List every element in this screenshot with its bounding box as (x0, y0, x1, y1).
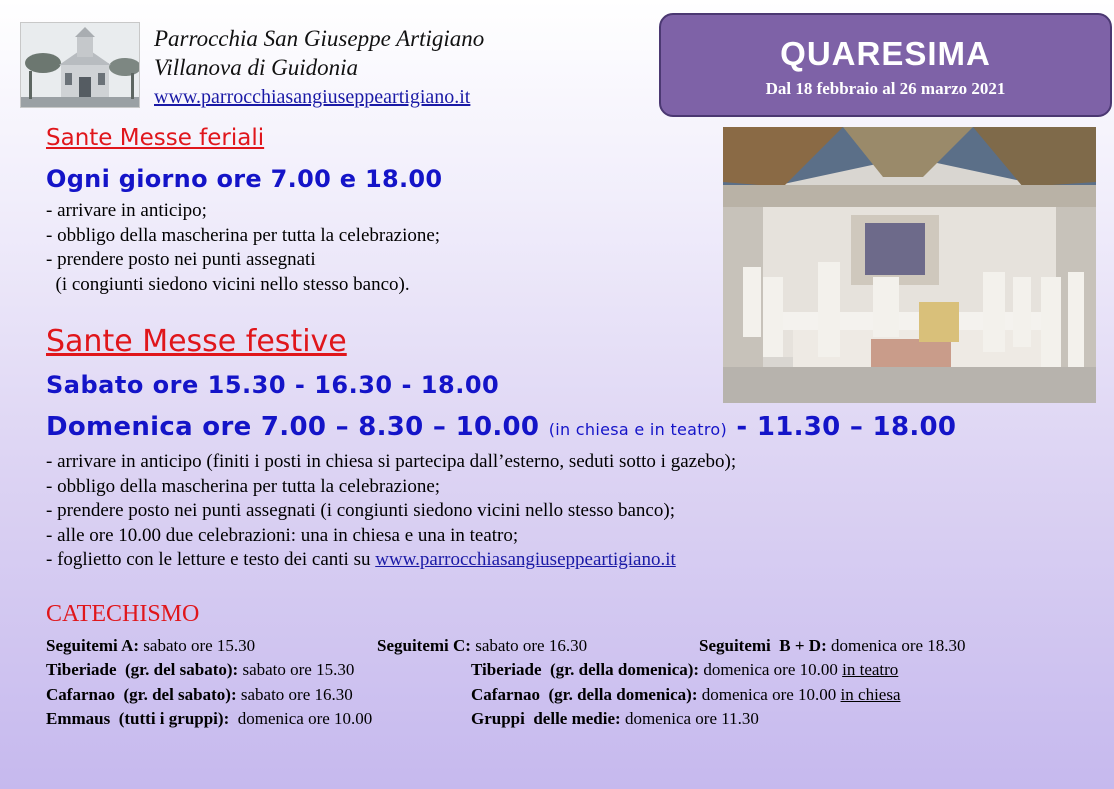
weekday-masses-times: Ogni giorno ore 7.00 e 18.00 (46, 165, 443, 193)
list-item: - obbligo della mascherina per tutta la celebrazione; (46, 475, 441, 497)
catechism-entry (471, 685, 901, 705)
parish-heading (154, 24, 484, 82)
website-link[interactable]: www.parrocchiasangiuseppeartigiano.it (375, 549, 676, 570)
festive-masses-heading: Sante Messe festive (46, 324, 347, 359)
group-label: Seguitemi C: (377, 636, 471, 655)
venue-label: in teatro (842, 660, 899, 679)
catechism-entry (46, 709, 372, 729)
catechism-entry (46, 685, 353, 705)
group-time: domenica ore 10.00 (699, 660, 843, 679)
catechism-entry (46, 660, 354, 680)
group-time: domenica ore 10.00 (697, 685, 841, 704)
list-item: - arrivare in anticipo; (46, 200, 207, 221)
group-time: sabato ore 15.30 (139, 636, 256, 655)
sunday-times-part2: - 11.30 – 18.00 (736, 412, 957, 442)
group-label: Cafarnao (gr. del sabato): (46, 685, 237, 704)
list-item: - prendere posto nei punti assegnati (46, 249, 316, 270)
parish-place: Villanova di Guidonia (154, 55, 359, 80)
catechism-entry (377, 636, 587, 656)
list-item: - arrivare in anticipo (finiti i posti in chiesa si partecipa dall’esterno, seduti sotto i gazebo); (46, 451, 737, 472)
catechism-title: CATECHISMO (46, 601, 200, 627)
sunday-times-part1: Domenica ore 7.00 – 8.30 – 10.00 (46, 412, 540, 442)
group-label: Emmaus (tutti i gruppi): (46, 709, 230, 728)
catechism-entry (699, 636, 966, 656)
parish-name: Parrocchia San Giuseppe Artigiano (154, 26, 485, 51)
group-label: Seguitemi B + D: (699, 636, 827, 655)
list-item: - prendere posto nei punti assegnati (i congiunti siedono vicini nello stesso banco); (46, 500, 675, 521)
group-time: sabato ore 15.30 (238, 660, 355, 679)
church-interior-photo (723, 127, 1096, 403)
saturday-masses-times: Sabato ore 15.30 - 16.30 - 18.00 (46, 371, 500, 399)
group-time: domenica ore 18.30 (826, 636, 966, 655)
group-label: Tiberiade (gr. della domenica): (471, 660, 700, 679)
lent-banner (659, 13, 1112, 117)
venue-label: in chiesa (840, 685, 901, 704)
weekday-masses-heading: Sante Messe feriali (46, 125, 265, 151)
catechism-entry (471, 660, 898, 680)
group-time: domenica ore 10.00 (229, 709, 373, 728)
list-item: - obbligo della mascherina per tutta la celebrazione; (46, 224, 441, 246)
lent-dates: Dal 18 febbraio al 26 marzo 2021 (765, 79, 1006, 98)
festive-rules-list (46, 450, 736, 573)
catechism-entry (46, 636, 255, 656)
parish-website-link[interactable]: www.parrocchiasangiuseppeartigiano.it (154, 86, 471, 108)
church-logo (20, 22, 140, 108)
list-item: - alle ore 10.00 due celebrazioni: una in chiesa e una in teatro; (46, 524, 519, 546)
list-item-text: - foglietto con le letture e testo dei canti su (46, 549, 376, 570)
catechism-entry (471, 709, 759, 729)
group-label: Seguitemi A: (46, 636, 140, 655)
group-label: Gruppi delle medie: (471, 709, 621, 728)
group-label: Cafarnao (gr. della domenica): (471, 685, 698, 704)
group-time: domenica ore 11.30 (620, 709, 759, 728)
sunday-note: (in chiesa e in teatro) (548, 420, 728, 439)
group-label: Tiberiade (gr. del sabato): (46, 660, 239, 679)
sunday-masses-times (46, 412, 956, 442)
weekday-rules-list (46, 199, 440, 297)
list-item: (i congiunti siedono vicini nello stesso banco). (46, 273, 410, 295)
group-time: sabato ore 16.30 (470, 636, 588, 655)
list-item (46, 548, 736, 573)
lent-title: QUARESIMA (780, 35, 991, 72)
group-time: sabato ore 16.30 (236, 685, 353, 704)
